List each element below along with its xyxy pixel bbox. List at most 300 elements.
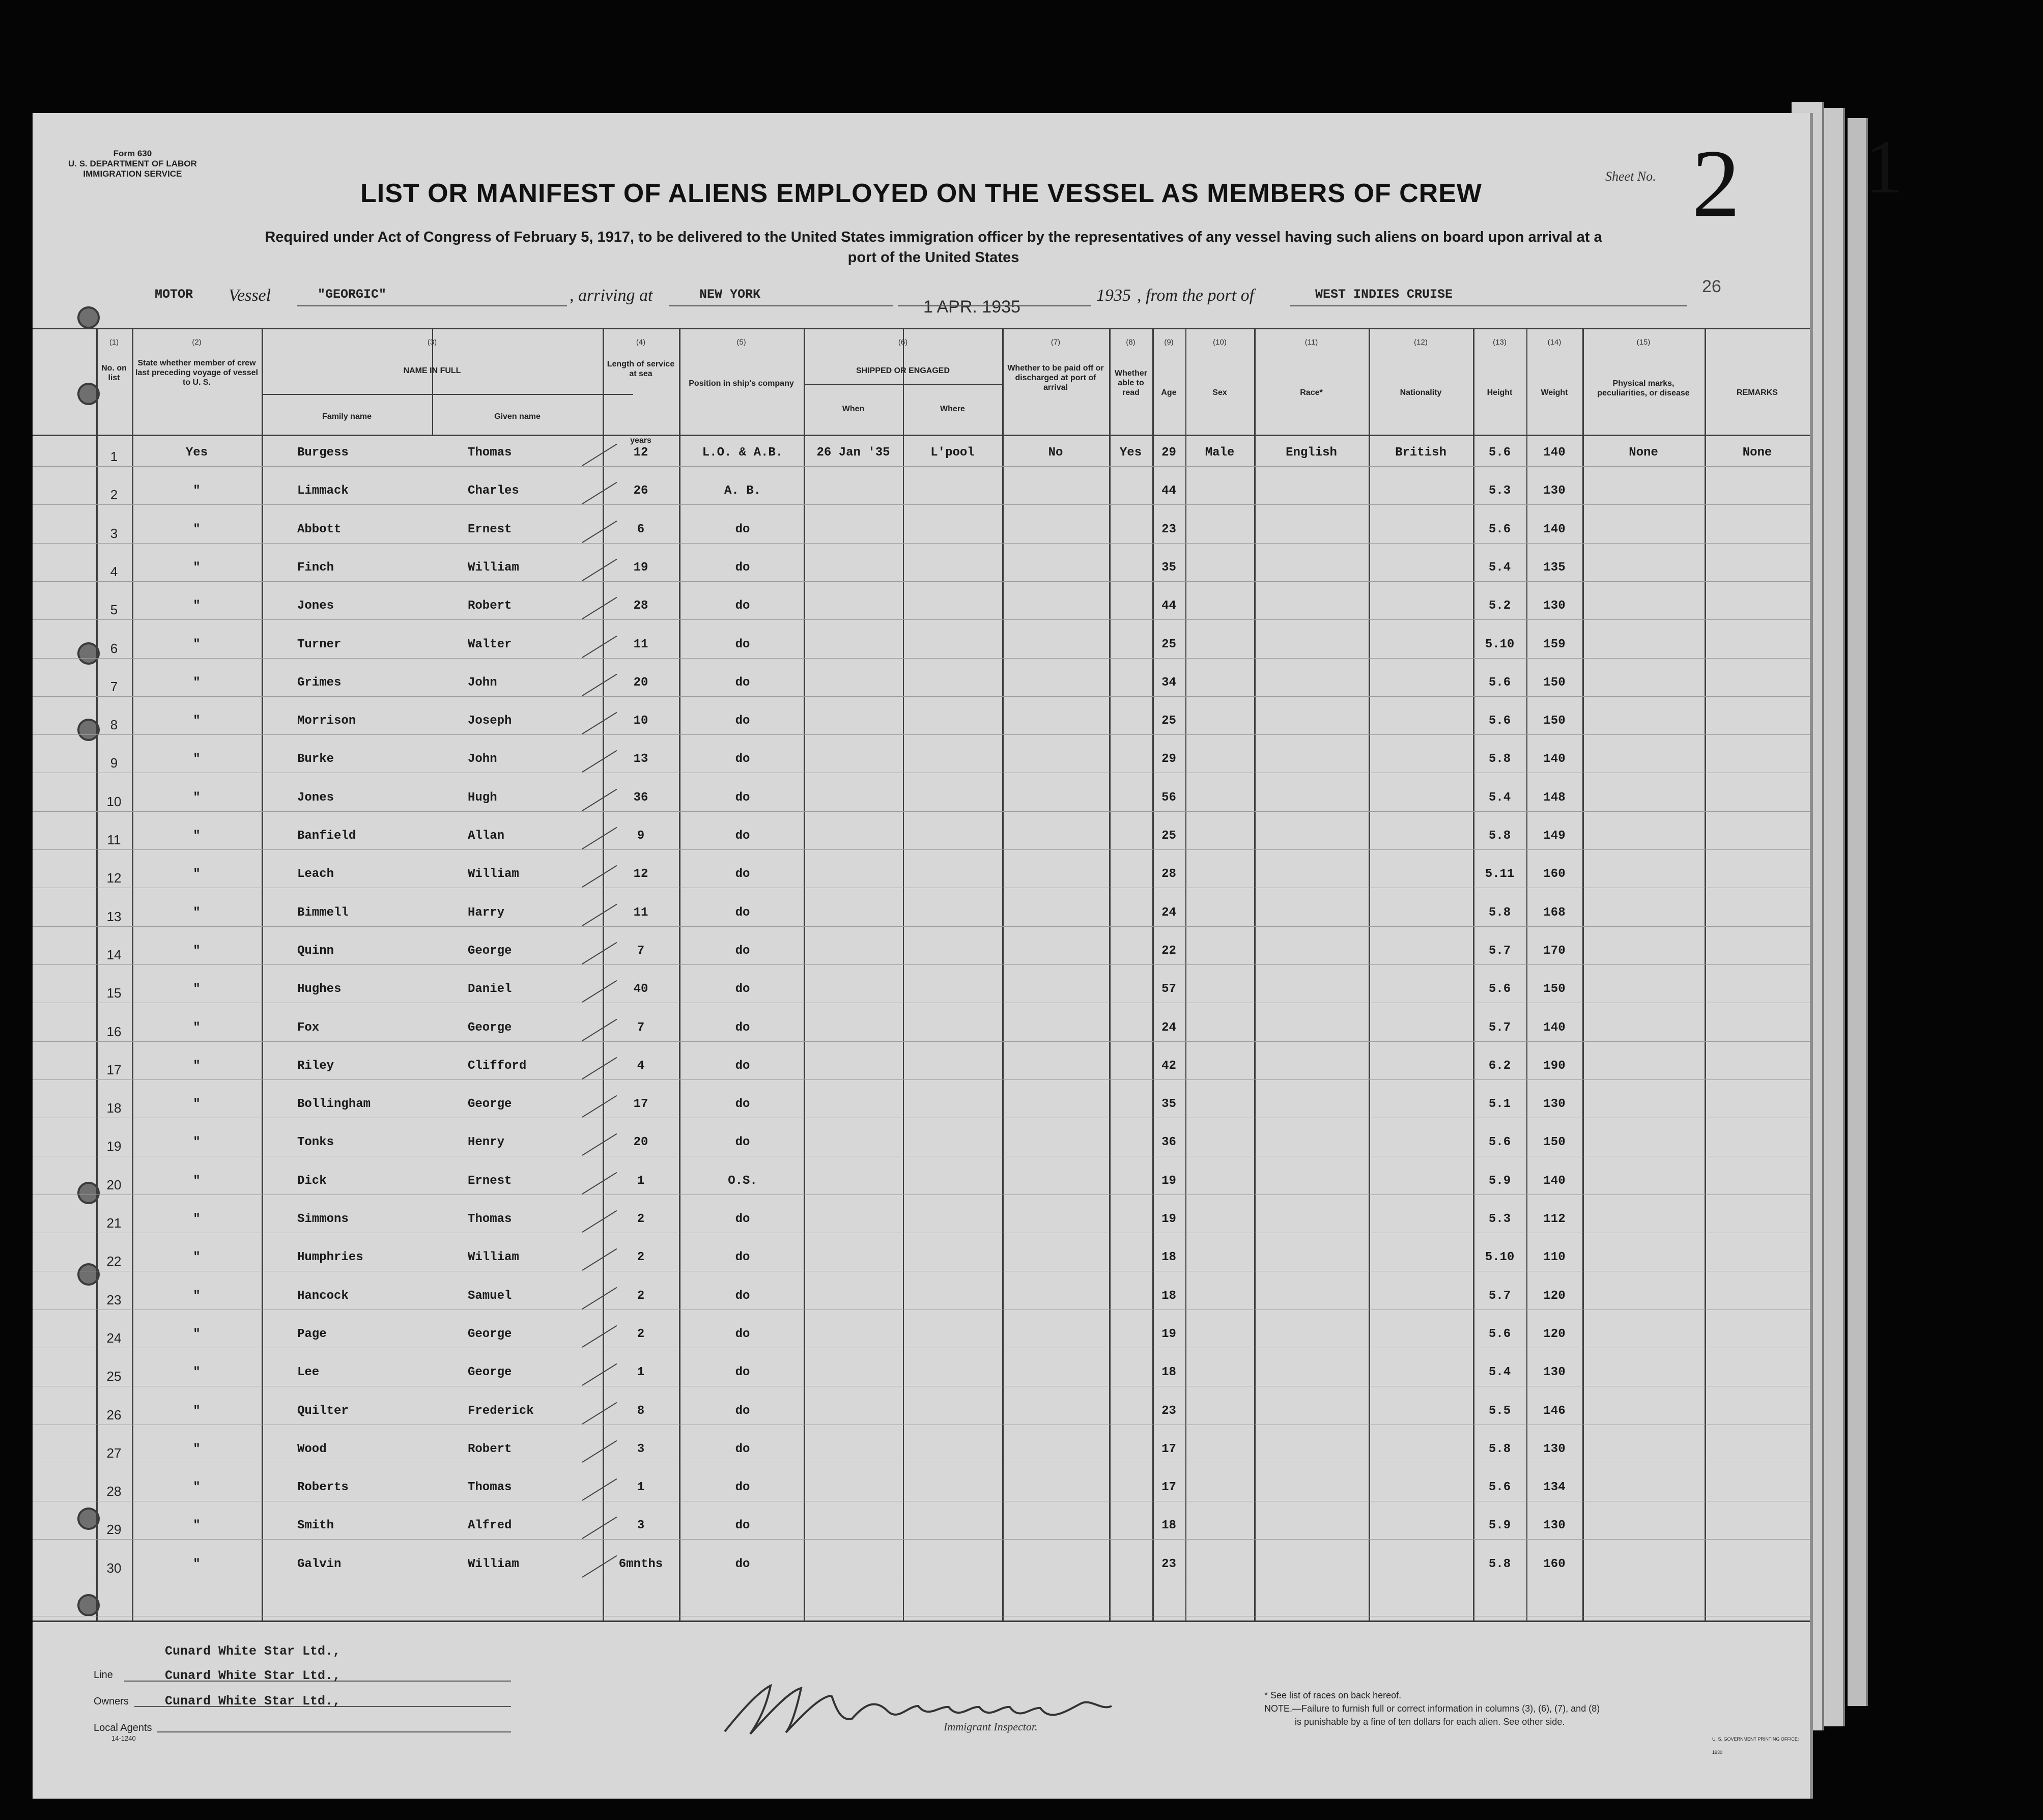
cell-height: 5.6 xyxy=(1488,982,1511,997)
row-number: 1 xyxy=(110,449,118,464)
row-number: 6 xyxy=(110,640,118,656)
cell-service: 28 xyxy=(633,599,648,613)
cell-age: 44 xyxy=(1161,484,1176,498)
cell-member: " xyxy=(193,637,201,651)
col-num-8: (8) xyxy=(1126,338,1136,347)
cell-given: Daniel xyxy=(468,982,512,997)
cell-family: Roberts xyxy=(297,1481,349,1495)
cell-member: " xyxy=(193,790,201,805)
cell-age: 25 xyxy=(1161,829,1176,843)
cell-given: William xyxy=(468,867,519,881)
cell-family: Leach xyxy=(297,867,334,881)
page-number: 26 xyxy=(1702,277,1721,296)
row-number: 30 xyxy=(106,1560,122,1576)
cell-family: Limmack xyxy=(297,484,349,498)
cell-weight: 110 xyxy=(1543,1250,1566,1265)
cell-family: Galvin xyxy=(297,1557,342,1571)
cell-member: Yes xyxy=(185,446,208,460)
cell-height: 5.8 xyxy=(1488,1557,1511,1571)
cell-nationality: British xyxy=(1395,446,1446,460)
cell-service: 2 xyxy=(637,1212,645,1226)
cell-position: do xyxy=(735,1097,750,1112)
cell-member: " xyxy=(193,675,201,690)
row-number: 25 xyxy=(106,1369,122,1384)
cell-service: 2 xyxy=(637,1250,645,1265)
cell-position: do xyxy=(735,560,750,575)
cell-member: " xyxy=(193,599,201,613)
col-height: Height xyxy=(1487,388,1513,397)
corner-mark: 1 xyxy=(1865,125,1903,209)
cell-weight: 130 xyxy=(1543,484,1566,498)
row-number: 9 xyxy=(110,755,118,771)
col-paid-off: Whether to be paid off or discharged at port of arrival xyxy=(1007,364,1104,392)
cell-height: 5.6 xyxy=(1488,446,1511,460)
failure-note: NOTE.—Failure to furnish full or correct information in columns (3), (6), (7), and (8) xyxy=(1264,1703,1600,1714)
cell-member: " xyxy=(193,1289,201,1303)
cell-member: " xyxy=(193,522,201,536)
cell-weight: 135 xyxy=(1543,560,1566,575)
cell-height: 5.10 xyxy=(1485,1250,1515,1265)
cell-family: Dick xyxy=(297,1174,327,1188)
cell-age: 29 xyxy=(1161,446,1176,460)
cell-given: Ernest xyxy=(468,522,512,536)
form-service: IMMIGRATION SERVICE xyxy=(83,169,182,179)
owners-label: Owners xyxy=(94,1696,129,1707)
cell-service: 40 xyxy=(633,982,648,997)
document-subtitle xyxy=(109,227,1758,268)
cell-age: 18 xyxy=(1161,1250,1176,1265)
cell-weight: 130 xyxy=(1543,1097,1566,1112)
year-prefix: 19 xyxy=(1096,286,1114,305)
col-name-in-full: NAME IN FULL xyxy=(403,366,461,375)
ruled-line xyxy=(33,466,1810,467)
cell-position: do xyxy=(735,829,750,843)
cell-given: Hugh xyxy=(468,790,497,805)
cell-position: do xyxy=(735,1481,750,1495)
cell-height: 5.6 xyxy=(1488,522,1511,536)
row-number: 16 xyxy=(106,1023,122,1039)
sheet-number-label: Sheet No. xyxy=(1605,169,1656,184)
cell-age: 56 xyxy=(1161,790,1176,805)
cell-age: 44 xyxy=(1161,599,1176,613)
punch-hole xyxy=(77,306,100,329)
cell-height: 5.5 xyxy=(1488,1404,1511,1418)
ruled-line xyxy=(33,1539,1810,1540)
races-note: * See list of races on back hereof. xyxy=(1264,1690,1402,1700)
cell-weight: 150 xyxy=(1543,982,1566,997)
cell-given: George xyxy=(468,1097,512,1112)
ruled-line xyxy=(33,543,1810,544)
cell-age: 23 xyxy=(1161,522,1176,536)
cell-weight: 112 xyxy=(1543,1212,1566,1226)
row-number: 21 xyxy=(106,1215,122,1231)
cell-member: " xyxy=(193,982,201,997)
date-stamp: 1 APR. 1935 xyxy=(923,297,1020,317)
row-number: 26 xyxy=(106,1407,122,1423)
ruled-line xyxy=(33,658,1810,659)
inspector-signature xyxy=(715,1675,1132,1747)
form-department: U. S. DEPARTMENT OF LABOR xyxy=(68,159,197,168)
cell-race: English xyxy=(1286,446,1337,460)
cell-position: do xyxy=(735,522,750,536)
cell-member: " xyxy=(193,1174,201,1188)
ruled-line xyxy=(33,811,1810,812)
col-length-service: Length of service at sea xyxy=(607,360,675,378)
cell-service: 3 xyxy=(637,1519,645,1533)
row-number: 24 xyxy=(106,1330,122,1346)
cell-given: Thomas xyxy=(468,446,512,460)
cell-family: Hancock xyxy=(297,1289,349,1303)
cell-position: do xyxy=(735,1020,750,1035)
fine-note: is punishable by a fine of ten dollars for each alien. See other side. xyxy=(1295,1717,1565,1727)
cell-where: L'pool xyxy=(930,446,975,460)
cell-service: 11 xyxy=(633,905,648,920)
ruled-line xyxy=(33,581,1810,582)
col-weight: Weight xyxy=(1541,388,1568,397)
col-num-10: (10) xyxy=(1213,338,1227,347)
ruled-line xyxy=(33,619,1810,620)
cell-given: Frederick xyxy=(468,1404,534,1418)
cell-family: Quinn xyxy=(297,944,334,958)
cell-family: Fox xyxy=(297,1020,320,1035)
cell-given: Thomas xyxy=(468,1481,512,1495)
col-where: Where xyxy=(940,405,965,413)
cell-age: 19 xyxy=(1161,1212,1176,1226)
ruled-line xyxy=(33,1041,1810,1042)
cell-service: 4 xyxy=(637,1059,645,1073)
cell-service: 10 xyxy=(633,714,648,728)
col-race: Race* xyxy=(1300,388,1323,397)
cell-family: Morrison xyxy=(297,714,356,728)
cell-weight: 120 xyxy=(1543,1327,1566,1341)
cell-given: Robert xyxy=(468,599,512,613)
cell-age: 25 xyxy=(1161,714,1176,728)
row-number: 17 xyxy=(106,1062,122,1077)
cell-position: A. B. xyxy=(724,484,761,498)
col-when: When xyxy=(842,405,865,413)
cell-position: do xyxy=(735,905,750,920)
cell-age: 57 xyxy=(1161,982,1176,997)
ruled-line xyxy=(33,734,1810,735)
cell-family: Banfield xyxy=(297,829,356,843)
row-number: 8 xyxy=(110,717,118,733)
cell-height: 5.1 xyxy=(1488,1097,1511,1112)
cell-age: 17 xyxy=(1161,1442,1176,1456)
owners-company: Cunard White Star Ltd., xyxy=(165,1668,341,1683)
cell-weight: 140 xyxy=(1543,752,1566,766)
cell-family: Quilter xyxy=(297,1404,349,1418)
cell-given: Ernest xyxy=(468,1174,512,1188)
ruled-line xyxy=(33,964,1810,965)
cell-position: do xyxy=(735,637,750,651)
cell-age: 19 xyxy=(1161,1327,1176,1341)
cell-height: 5.3 xyxy=(1488,484,1511,498)
cell-given: George xyxy=(468,1327,512,1341)
cell-position: O.S. xyxy=(728,1174,757,1188)
cell-height: 5.8 xyxy=(1488,1442,1511,1456)
cell-position: do xyxy=(735,752,750,766)
row-number: 27 xyxy=(106,1445,122,1461)
cell-family: Page xyxy=(297,1327,327,1341)
cell-member: " xyxy=(193,1250,201,1265)
year-label xyxy=(1096,286,1131,305)
cell-height: 5.9 xyxy=(1488,1174,1511,1188)
paper-edge xyxy=(1848,118,1868,1706)
crew-table xyxy=(33,328,1810,1623)
cell-age: 42 xyxy=(1161,1059,1176,1073)
cell-age: 35 xyxy=(1161,560,1176,575)
cell-height: 5.7 xyxy=(1488,944,1511,958)
cell-member: " xyxy=(193,1366,201,1380)
vessel-type: MOTOR xyxy=(155,287,193,302)
cell-position: do xyxy=(735,1327,750,1341)
cell-weight: 149 xyxy=(1543,829,1566,843)
form-number: Form 630 xyxy=(113,149,152,158)
cell-family: Simmons xyxy=(297,1212,349,1226)
cell-weight: 130 xyxy=(1543,1366,1566,1380)
cell-service: 11 xyxy=(633,637,648,651)
cell-position: do xyxy=(735,944,750,958)
cell-member: " xyxy=(193,1557,201,1571)
cell-family: Hughes xyxy=(297,982,342,997)
row-number: 11 xyxy=(107,832,121,847)
cell-sex: Male xyxy=(1205,446,1235,460)
cell-service: 6 xyxy=(637,522,645,536)
col-num-6: (6) xyxy=(898,338,908,347)
cell-family: Bimmell xyxy=(297,905,349,920)
col-shipped: SHIPPED OR ENGAGED xyxy=(856,366,950,375)
cell-position: do xyxy=(735,714,750,728)
cell-physical: None xyxy=(1629,446,1658,460)
cell-member: " xyxy=(193,867,201,881)
cell-service: 36 xyxy=(633,790,648,805)
agents-company: Cunard White Star Ltd., xyxy=(165,1694,341,1709)
row-number: 12 xyxy=(106,870,122,886)
cell-service: 19 xyxy=(633,560,648,575)
cell-weight: 150 xyxy=(1543,675,1566,690)
cell-weight: 120 xyxy=(1543,1289,1566,1303)
ruled-line xyxy=(33,926,1810,927)
cell-age: 34 xyxy=(1161,675,1176,690)
cell-age: 36 xyxy=(1161,1135,1176,1150)
row-number: 5 xyxy=(110,602,118,618)
col-num-12: (12) xyxy=(1414,338,1428,347)
col-able-read: Whether able to read xyxy=(1115,369,1147,397)
row-number: 20 xyxy=(106,1177,122,1192)
row-number: 14 xyxy=(106,947,122,962)
cell-service: 20 xyxy=(633,675,648,690)
row-number: 7 xyxy=(110,678,118,694)
cell-member: " xyxy=(193,1059,201,1073)
cell-age: 35 xyxy=(1161,1097,1176,1112)
cell-weight: 130 xyxy=(1543,1519,1566,1533)
cell-height: 5.8 xyxy=(1488,829,1511,843)
cell-given: Clifford xyxy=(468,1059,527,1073)
cell-given: John xyxy=(468,752,497,766)
cell-paid-off: No xyxy=(1048,446,1063,460)
col-num-13: (13) xyxy=(1493,338,1507,347)
cell-age: 18 xyxy=(1161,1366,1176,1380)
cell-age: 23 xyxy=(1161,1404,1176,1418)
col-physical: Physical marks, peculiarities, or disease xyxy=(1597,379,1690,397)
cell-weight: 159 xyxy=(1543,637,1566,651)
cell-height: 5.6 xyxy=(1488,1135,1511,1150)
col-nationality: Nationality xyxy=(1400,388,1442,397)
col-num-7: (7) xyxy=(1051,338,1061,347)
cell-family: Finch xyxy=(297,560,334,575)
cell-service: 12 xyxy=(633,446,648,460)
row-number: 15 xyxy=(106,985,122,1001)
cell-height: 5.2 xyxy=(1488,599,1511,613)
cell-service: 20 xyxy=(633,1135,648,1150)
cell-member: " xyxy=(193,1212,201,1226)
ruled-line xyxy=(33,696,1810,697)
cell-position: do xyxy=(735,1212,750,1226)
ruled-line xyxy=(33,849,1810,850)
cell-read: Yes xyxy=(1119,446,1142,460)
ruled-line xyxy=(33,504,1810,505)
cell-age: 24 xyxy=(1161,1020,1176,1035)
cell-position: L.O. & A.B. xyxy=(702,446,783,460)
cell-member: " xyxy=(193,1404,201,1418)
cell-when: 26 Jan '35 xyxy=(816,446,890,460)
cell-weight: 130 xyxy=(1543,1442,1566,1456)
cell-height: 5.6 xyxy=(1488,1327,1511,1341)
cell-weight: 160 xyxy=(1543,1557,1566,1571)
printer-note: U. S. GOVERNMENT PRINTING OFFICE: 1930 xyxy=(1712,1737,1799,1755)
cell-member: " xyxy=(193,714,201,728)
cell-family: Jones xyxy=(297,790,334,805)
cell-age: 28 xyxy=(1161,867,1176,881)
cell-family: Tonks xyxy=(297,1135,334,1150)
vessel-name: "GEORGIC" xyxy=(318,287,387,302)
cell-given: William xyxy=(468,560,519,575)
row-number: 22 xyxy=(106,1254,122,1269)
line-company: Cunard White Star Ltd., xyxy=(165,1644,341,1659)
cell-service: 7 xyxy=(637,1020,645,1035)
col-num-15: (15) xyxy=(1636,338,1651,347)
col-years-note: years xyxy=(630,436,651,445)
cell-age: 22 xyxy=(1161,944,1176,958)
cell-height: 5.4 xyxy=(1488,560,1511,575)
row-number: 19 xyxy=(106,1139,122,1154)
cell-position: do xyxy=(735,1404,750,1418)
cell-family: Burke xyxy=(297,752,334,766)
cell-position: do xyxy=(735,1366,750,1380)
cell-weight: 148 xyxy=(1543,790,1566,805)
cell-service: 26 xyxy=(633,484,648,498)
cell-service: 1 xyxy=(637,1174,645,1188)
cell-given: George xyxy=(468,1020,512,1035)
cell-member: " xyxy=(193,1097,201,1112)
row-number: 4 xyxy=(110,563,118,579)
cell-weight: 130 xyxy=(1543,599,1566,613)
cell-age: 23 xyxy=(1161,1557,1176,1571)
cell-position: do xyxy=(735,1557,750,1571)
cell-height: 5.8 xyxy=(1488,905,1511,920)
cell-weight: 140 xyxy=(1543,1174,1566,1188)
document-title: LIST OR MANIFEST OF ALIENS EMPLOYED ON THE VESSEL AS MEMBERS OF CREW xyxy=(360,179,1482,208)
col-family-name: Family name xyxy=(322,412,372,421)
cell-given: Harry xyxy=(468,905,505,920)
cell-service: 7 xyxy=(637,944,645,958)
cell-given: Thomas xyxy=(468,1212,512,1226)
cell-height: 6.2 xyxy=(1488,1059,1511,1073)
cell-member: " xyxy=(193,829,201,843)
year-suffix: 35 xyxy=(1114,286,1131,305)
cell-position: do xyxy=(735,1135,750,1150)
cell-position: do xyxy=(735,599,750,613)
cell-age: 18 xyxy=(1161,1289,1176,1303)
cell-height: 5.10 xyxy=(1485,637,1515,651)
cell-member: " xyxy=(193,1135,201,1150)
cell-weight: 150 xyxy=(1543,1135,1566,1150)
cell-age: 25 xyxy=(1161,637,1176,651)
col-remarks: REMARKS xyxy=(1737,388,1778,397)
cell-member: " xyxy=(193,1442,201,1456)
cell-family: Jones xyxy=(297,599,334,613)
col-num-1: (1) xyxy=(109,338,119,347)
cell-service: 1 xyxy=(637,1481,645,1495)
row-number: 13 xyxy=(106,908,122,924)
cell-weight: 150 xyxy=(1543,714,1566,728)
cell-weight: 170 xyxy=(1543,944,1566,958)
cell-given: Henry xyxy=(468,1135,505,1150)
col-num-3: (3) xyxy=(427,338,437,347)
form-identifier xyxy=(68,149,197,179)
cell-member: " xyxy=(193,752,201,766)
cell-height: 5.3 xyxy=(1488,1212,1511,1226)
cell-age: 19 xyxy=(1161,1174,1176,1188)
cell-service: 6mnths xyxy=(618,1557,663,1571)
cell-service: 1 xyxy=(637,1366,645,1380)
cell-position: do xyxy=(735,1519,750,1533)
cell-position: do xyxy=(735,1289,750,1303)
vessel-label: Vessel xyxy=(229,286,271,305)
cell-height: 5.4 xyxy=(1488,790,1511,805)
from-label: , from the port of xyxy=(1137,286,1255,305)
cell-family: Riley xyxy=(297,1059,334,1073)
cell-family: Abbott xyxy=(297,522,342,536)
cell-member: " xyxy=(193,944,201,958)
cell-remarks: None xyxy=(1742,446,1772,460)
cell-given: George xyxy=(468,944,512,958)
cell-height: 5.11 xyxy=(1485,867,1515,881)
cell-service: 9 xyxy=(637,829,645,843)
cell-service: 13 xyxy=(633,752,648,766)
cell-member: " xyxy=(193,560,201,575)
cell-member: " xyxy=(193,1481,201,1495)
cell-age: 24 xyxy=(1161,905,1176,920)
cell-service: 12 xyxy=(633,867,648,881)
from-port: WEST INDIES CRUISE xyxy=(1315,287,1453,302)
cell-position: do xyxy=(735,1059,750,1073)
cell-weight: 160 xyxy=(1543,867,1566,881)
col-given-name: Given name xyxy=(494,412,541,421)
cell-height: 5.9 xyxy=(1488,1519,1511,1533)
line-label: Line xyxy=(94,1669,113,1681)
col-no-on-list: No. on list xyxy=(101,364,127,382)
row-number: 10 xyxy=(106,793,122,809)
cell-member: " xyxy=(193,1327,201,1341)
row-number: 3 xyxy=(110,525,118,541)
cell-member: " xyxy=(193,1020,201,1035)
cell-weight: 140 xyxy=(1543,522,1566,536)
col-num-11: (11) xyxy=(1304,338,1318,347)
cell-given: Robert xyxy=(468,1442,512,1456)
agents-label: Local Agents xyxy=(94,1722,152,1733)
cell-family: Burgess xyxy=(297,446,349,460)
